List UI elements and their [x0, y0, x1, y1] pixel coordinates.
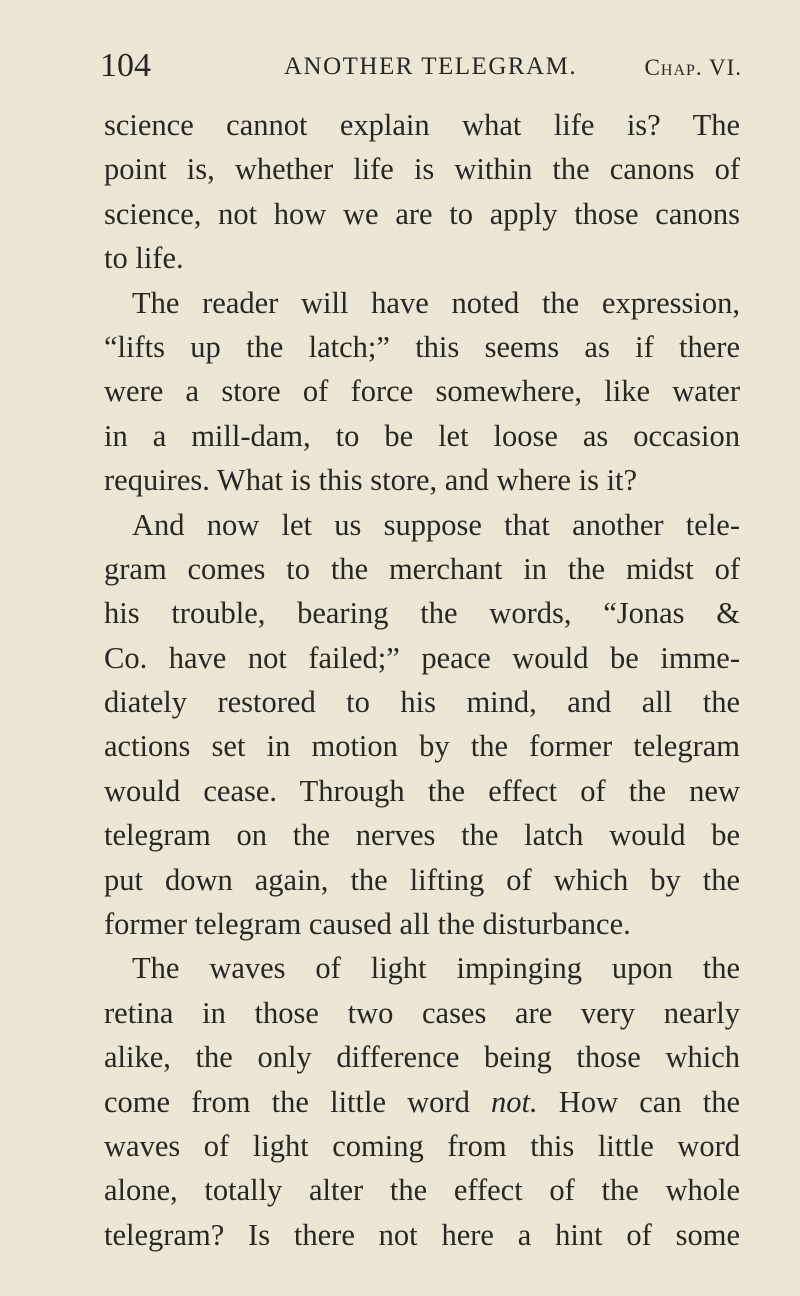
text-line [104, 325, 740, 369]
line-text: actions set in motion by the former telegram [104, 729, 740, 764]
chapter-label: Chap. VI. [644, 55, 742, 80]
line-text: science, not how we are to apply those canons [104, 196, 740, 231]
page-number: 104 [100, 47, 151, 84]
text-line [104, 414, 740, 458]
line-text: The waves of light impinging upon the [132, 951, 740, 986]
text-line [104, 369, 740, 413]
page-header [100, 46, 742, 86]
text-line [104, 192, 740, 236]
text-line [104, 147, 740, 191]
line-text: to life. [104, 241, 184, 276]
text-line [104, 946, 740, 990]
line-text: Co. have not failed;” peace would be imme- [104, 640, 740, 675]
text-line [104, 858, 740, 902]
text-line [104, 458, 740, 502]
line-text: “lifts up the latch;” this seems as if there [104, 329, 740, 364]
body-text [104, 103, 740, 1257]
line-text: former telegram caused all the disturbance. [104, 907, 631, 942]
line-text: alike, the only difference being those which [104, 1040, 740, 1075]
line-text: How can the [537, 1084, 741, 1119]
line-text: retina in those two cases are very nearly [104, 995, 740, 1030]
line-text: his trouble, bearing the words, “Jonas & [104, 596, 740, 631]
text-line [104, 1213, 740, 1257]
line-text: diately restored to his mind, and all the [104, 685, 740, 720]
line-text: And now let us suppose that another tele- [132, 507, 740, 542]
text-line [104, 591, 740, 635]
text-line [104, 1124, 740, 1168]
text-line [104, 503, 740, 547]
text-line [104, 724, 740, 768]
line-text: waves of light coming from this little word [104, 1128, 740, 1163]
line-text: gram comes to the merchant in the midst of [104, 551, 740, 586]
line-text: telegram? Is there not here a hint of some [104, 1217, 740, 1252]
text-line [104, 103, 740, 147]
line-text: were a store of force somewhere, like water [104, 374, 740, 409]
running-title: ANOTHER TELEGRAM. [284, 53, 578, 80]
text-line [104, 813, 740, 857]
line-text: requires. What is this store, and where is it? [104, 463, 638, 498]
text-line [104, 991, 740, 1035]
line-text: in a mill-dam, to be let loose as occasion [104, 418, 740, 453]
text-line [104, 902, 740, 946]
text-line [104, 1080, 740, 1124]
line-text: The reader will have noted the expression, [132, 285, 740, 320]
italic-text: not. [491, 1084, 538, 1119]
line-text: put down again, the lifting of which by the [104, 862, 740, 897]
text-line [104, 769, 740, 813]
line-text: come from the little word [104, 1084, 492, 1119]
line-text: telegram on the nerves the latch would be [104, 818, 740, 853]
text-line [104, 1168, 740, 1212]
line-text: science cannot explain what life is? The [104, 108, 740, 142]
line-text: point is, whether life is within the canons of [104, 152, 740, 187]
line-text: would cease. Through the effect of the new [104, 773, 740, 808]
text-line [104, 680, 740, 724]
text-line [104, 1035, 740, 1079]
text-line [104, 636, 740, 680]
line-text: alone, totally alter the effect of the whole [104, 1173, 740, 1208]
text-line [104, 236, 740, 280]
text-line [104, 547, 740, 591]
text-line [104, 281, 740, 325]
